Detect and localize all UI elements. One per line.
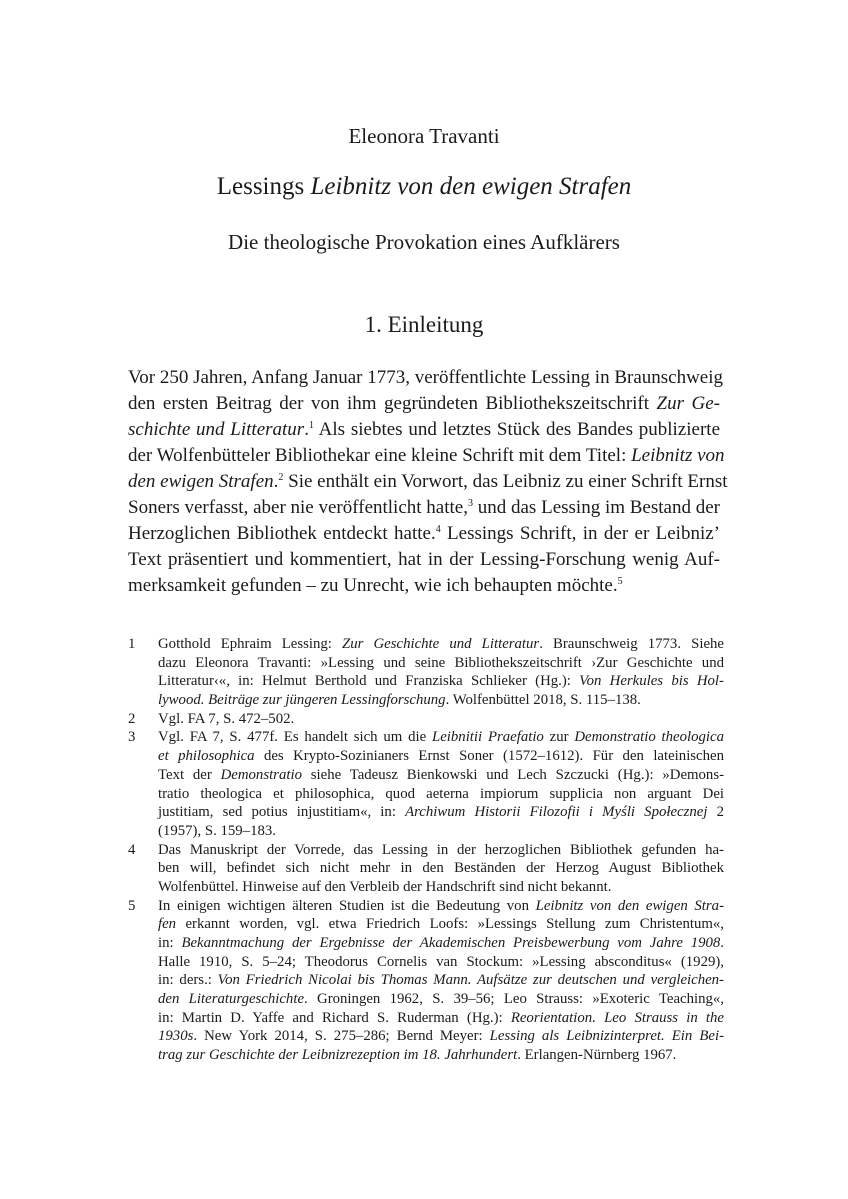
- footnote-3: 3 Vgl. FA 7, S. 477f. Es handelt sich um die Leibnitii Praefatio zur Demonstratio theologica et philosophica des Krypto-Sozinianers Ernst Soner (1572–1612). Für den lateinischen Text der Demonstratio siehe Tadeusz Bienkowski und Lech Szczucki (Hg.): »Demons- tratio theologica et philosophica, quod aeterna impiorum supplicia non arguant Dei justitiam, sed potius injustitiam«, in: Archiwum Historii Filozofii i Myśli Społecznej 2 (1957), S. 159–183.: [128, 729, 725, 839]
- footnote-number: 2: [128, 710, 136, 727]
- footnotes: [128, 635, 724, 1065]
- body-line: merksamkeit gefunden – zu Unrecht, wie ich behaupten möchte.$^5$: [128, 575, 623, 596]
- footnote-ref: 1: [308, 420, 314, 431]
- body-line: Text präsentiert und kommentiert, hat in der Lessing-Forschung wenig Auf-: [128, 549, 720, 570]
- footnote-number: 4: [128, 841, 136, 858]
- footnote-number: 5: [128, 897, 136, 914]
- body-line: den ersten Beitrag der von ihm gegründeten Bibliothekszeitschrift Zur Ge-: [128, 393, 720, 414]
- footnote-ref: 5: [617, 576, 623, 587]
- footnote-ref: 2: [278, 472, 284, 483]
- body-line: Vor 250 Jahren, Anfang Januar 1773, veröffentlichte Lessing in Braunschweig: [128, 367, 724, 388]
- footnote-5: 5 In einigen wichtigen älteren Studien ist die Bedeutung von Leibnitz von den ewigen Stra- fen erkannt worden, vgl. etwa Friedrich Loofs: »Lessings Stellung zum Christentum«, in: Bekanntmachung der Ergebnisse der Akademischen Preisbewerbung vom Jahre 1908. Halle 1910, S. 5–24; Theodorus Cornelis van Stockum: »Lessing absconditus« (1929), in: ders.: Von Friedrich Nicolai bis Thomas Mann. Aufsätze zur deutschen und vergleichen- den Literaturgeschichte. Groningen 1962, S. 39–56; Leo Strauss: »Exoteric Teaching«, in: Martin D. Yaffe and Richard S. Ruderman (Hg.): Reorientation. Leo Strauss in the 1930s. New York 2014, S. 275–286; Bernd Meyer: Lessing als Leibnizinterpret. Ein Bei- trag zur Geschichte der Leibnizrezeption im 18. Jahrhundert. Erlangen-Nürnberg 1967.: [128, 897, 724, 1064]
- chapter-title: [0, 173, 848, 201]
- title-prefix: Lessings: [216, 173, 311, 200]
- footnote-1: 1 Gotthold Ephraim Lessing: Zur Geschichte und Litteratur. Braunschweig 1773. Siehe dazu Eleonora Travanti: »Lessing und seine Bibliothekszeitschrift ›Zur Geschichte und Litteratur‹«, in: Helmut Berthold und Franziska Schlieker (Hg.): Von Herkules bis Hol- lywood. Beiträge zur jüngeren Lessingforschung. Wolfenbüttel 2018, S. 115–138.: [128, 636, 724, 709]
- body-line: schichte und Litteratur.$^1$ Als siebtes und letztes Stück des Bandes publizierte: [128, 419, 720, 440]
- body-line: den ewigen Strafen.$^2$ Sie enthält ein Vorwort, das Leibniz zu einer Schrift Ernst: [128, 471, 728, 492]
- section-heading: 1. Einleitung: [364, 312, 484, 337]
- chapter-subtitle: Die theologische Provokation eines Aufklärers: [228, 230, 620, 254]
- footnote-number: 1: [128, 636, 136, 652]
- chapter-author: Eleonora Travanti: [348, 124, 500, 148]
- footnote-4: 4 Das Manuskript der Vorrede, das Lessing in der herzoglichen Bibliothek gefunden ha- ben will, befindet sich nicht mehr in den Beständen der Herzog August Bibliothek Wolfenbüttel. Hinweise auf den Verbleib der Handschrift sind nicht bekannt.: [128, 841, 724, 895]
- body-line: Herzoglichen Bibliothek entdeckt hatte.$^4$ Lessings Schrift, in der er Leibniz’: [128, 523, 720, 544]
- body-line: der Wolfenbütteler Bibliothekar eine kleine Schrift mit dem Titel: Leibnitz von: [128, 445, 725, 466]
- footnote-number: 3: [128, 729, 136, 746]
- footnote-ref: 3: [467, 498, 473, 509]
- body-paragraph: [128, 365, 728, 599]
- title-work-italic: Leibnitz von den ewigen Strafen: [310, 173, 632, 200]
- footnote-ref: 4: [435, 524, 441, 535]
- footnote-2: 2 Vgl. FA 7, S. 472–502.: [128, 710, 295, 727]
- body-line: Soners verfasst, aber nie veröffentlicht hatte,$^3$ und das Lessing im Bestand der: [128, 497, 720, 518]
